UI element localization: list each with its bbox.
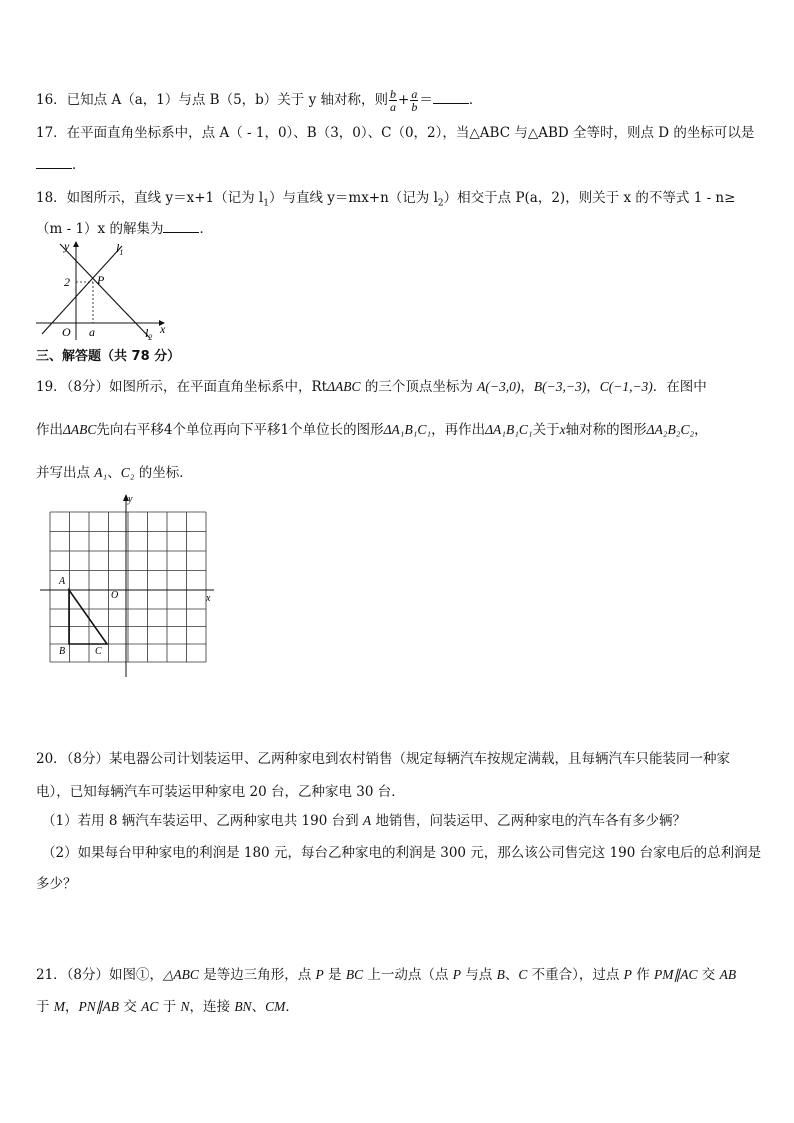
frac-numerator: b: [390, 87, 397, 101]
frac-denominator: a: [390, 100, 397, 114]
q20-line1: 20．（8分）某电器公司计划装运甲、乙两种家电到农村销售（规定每辆汽车按规定满载，且每辆汽车只能装同一种家: [36, 751, 731, 767]
comma: ，: [586, 379, 600, 395]
point-n: N: [180, 999, 190, 1014]
y-axis-label: y: [64, 239, 70, 253]
coord-b: B(−3,−3): [533, 379, 587, 394]
pn-parallel-ab: PN∥AB: [78, 999, 120, 1014]
point-b-label: B: [59, 646, 66, 657]
q17-end: ．: [72, 157, 86, 173]
q16-text: 16．已知点 A（a，1）与点 B（5，b）关于 y 轴对称，则: [36, 92, 389, 108]
plus-sign: +: [398, 92, 410, 108]
q20-text: （1）若用 8 辆汽车装运甲、乙两种家电共 190 台到: [42, 813, 363, 829]
q21-text: 是: [323, 967, 346, 983]
q21-text: ，连接: [189, 999, 235, 1015]
line-l2: [60, 244, 150, 338]
point-p: P: [452, 967, 461, 982]
q18-text-c: ）相交于点 P(a，2)，则关于 x 的不等式 1 - n≥: [443, 190, 736, 206]
subscript: 1: [263, 198, 269, 209]
q21-line2: [36, 998, 299, 1016]
q21-text: 交: [119, 999, 142, 1015]
q19-line1: [36, 378, 707, 396]
q18-text-a: 18．如图所示，直线 y＝x+1（记为 l: [36, 190, 264, 206]
q20-line5: 多少？: [36, 876, 77, 892]
x-var: x: [559, 422, 566, 437]
q21-text: 不重合），过点: [527, 967, 624, 983]
q19-text: ，再作出: [431, 422, 486, 438]
q19-line3: [36, 464, 193, 482]
q21-text: 、: [251, 999, 266, 1015]
q18-line1: [36, 189, 735, 213]
triangle-a1b1c1: ΔA₁B₁C₁: [485, 422, 533, 437]
triangle-abc: ΔABC: [327, 379, 361, 394]
q18-graph: [36, 236, 176, 346]
q19-text: 轴对称的图形: [565, 422, 647, 438]
section-3-heading: 三、解答题（共 78 分）: [36, 349, 181, 364]
point-p: P: [315, 967, 324, 982]
triangle-a2b2c2: ΔA₂B₂C₂: [646, 422, 695, 437]
frac-denominator: b: [411, 100, 418, 114]
q20-line3: [42, 812, 686, 830]
q19-text-a: 19．（8分）如图所示，在平面直角坐标系中，Rt: [36, 379, 328, 395]
q20-text: 地销售，问装运甲、乙两种家电的汽车各有多少辆？: [371, 813, 686, 829]
q21-text: 于: [36, 999, 54, 1015]
l2-label: $l_2$: [145, 326, 153, 342]
q21-text: ．: [285, 999, 299, 1015]
point-a1: A₁: [94, 465, 108, 480]
segment-bn: BN: [234, 999, 252, 1014]
q21-line1: [36, 966, 736, 984]
q19-text-end: ．在图中: [652, 379, 707, 395]
answer-blank: [433, 91, 469, 104]
q21-text: 21．（8分）如图①，: [36, 967, 164, 983]
q21-text: 于: [158, 999, 181, 1015]
triangle-abc-shape: [69, 590, 107, 644]
line-l1: [42, 246, 122, 334]
x-axis-label: x: [206, 593, 211, 604]
point-c-label: C: [95, 646, 102, 657]
q21-text: 、: [504, 967, 519, 983]
q20-line2: 电），已知每辆汽车可装运甲种家电 20 台，乙种家电 30 台．: [36, 784, 405, 800]
comma: ，: [520, 379, 534, 395]
q19-text: 并写出点: [36, 465, 95, 481]
q19-text: 关于: [532, 422, 560, 438]
q17-line1: 17．在平面直角坐标系中，点 A（ - 1，0）、B（3，0）、C（0，2），当△ABC 与△ABD 全等时，则点 D 的坐标可以是: [36, 125, 755, 141]
q19-line2: [36, 421, 708, 439]
q19-text: 作出: [36, 422, 63, 438]
triangle-a1b1c1: ΔA₁B₁C₁: [383, 422, 432, 437]
place-a: A: [362, 813, 372, 828]
segment-ac: AC: [141, 999, 159, 1014]
q16-line: [36, 88, 482, 113]
point-p: P: [623, 967, 632, 982]
q21-text: 是等边三角形，点: [198, 967, 316, 983]
grid-lines: [50, 512, 206, 662]
q19-grid: [40, 492, 220, 682]
q16-fraction-a-over-b: [410, 88, 418, 113]
q19-text: 的坐标．: [134, 465, 193, 481]
q16-fraction-b-over-a: [389, 88, 397, 113]
pm-parallel-ac: PM∥AC: [654, 967, 698, 982]
subscript: 2: [437, 198, 444, 209]
point-c: C: [518, 967, 528, 982]
q21-text: 上一动点（点: [363, 967, 453, 983]
q19-text-b: 的三个顶点坐标为: [360, 379, 478, 395]
point-c2: C₂: [120, 465, 135, 480]
q21-text: 作: [631, 967, 655, 983]
q18-end: ．: [199, 221, 213, 237]
tick-a-label: a: [89, 325, 95, 339]
point-m: M: [53, 999, 66, 1014]
point-p-label: P: [97, 273, 105, 287]
origin-label: O: [62, 325, 71, 339]
segment-ab: AB: [719, 967, 737, 982]
l1-label: $l_1$: [116, 241, 124, 257]
q19-text: ，: [694, 422, 708, 438]
q21-text: 交: [697, 967, 720, 983]
answer-blank: [36, 156, 72, 169]
coord-a: A(−3,0): [477, 379, 521, 394]
frac-numerator: a: [411, 87, 418, 101]
equals-sign: ＝: [419, 92, 433, 108]
triangle-abc: △ABC: [163, 967, 199, 982]
q21-text: 与点: [460, 967, 497, 983]
answer-blank: [163, 220, 199, 233]
origin-label: O: [111, 590, 119, 601]
tick-2-label: 2: [64, 275, 70, 289]
coord-c: C(−1,−3): [599, 379, 653, 394]
q17-line2: [36, 156, 86, 174]
q19-text: 、: [107, 465, 121, 481]
x-axis-label: x: [160, 322, 166, 336]
segment-cm: CM: [265, 999, 286, 1014]
point-b: B: [496, 967, 505, 982]
q19-text: 先向右平移4个单位再向下平移1个单位长的图形: [96, 422, 384, 438]
point-a-label: A: [59, 576, 66, 587]
segment-bc: BC: [345, 967, 364, 982]
q18-text-b: ）与直线 y＝mx+n（记为 l: [268, 190, 438, 206]
q21-text: ，: [65, 999, 79, 1015]
q20-line4: （2）如果每台甲种家电的利润是 180 元，每台乙种家电的利润是 300 元，那么该公司售完这 190 台家电后的总利润是: [42, 845, 762, 861]
q18-text-line2: （m - 1）x 的解集为: [36, 221, 164, 237]
q16-end: ．: [468, 92, 483, 108]
triangle-abc: ΔABC: [63, 422, 97, 437]
y-axis-label: y: [128, 494, 133, 505]
